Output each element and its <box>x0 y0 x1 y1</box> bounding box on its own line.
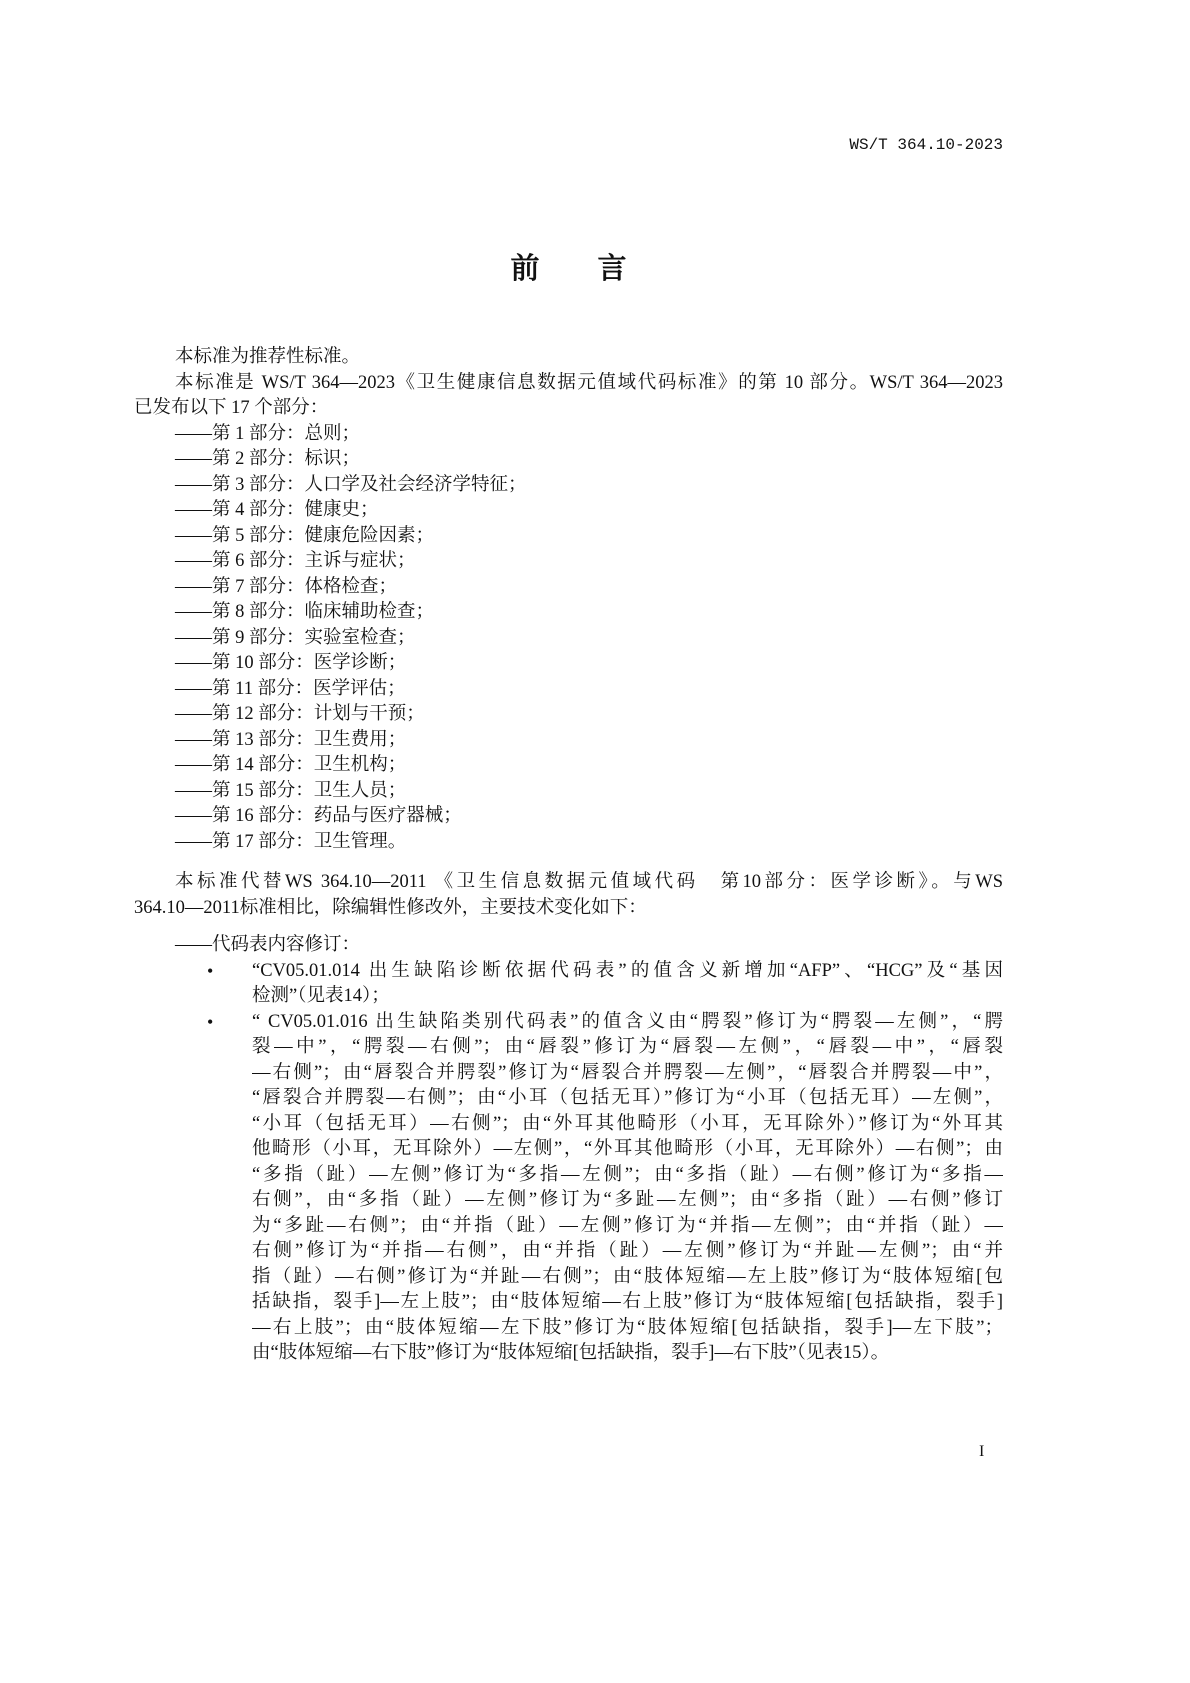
list-item: ——第 16 部分：药品与医疗器械； <box>175 806 462 826</box>
list-item: ——第 2 部分：标识； <box>175 449 361 469</box>
list-item: ——第 6 部分：主诉与症状； <box>175 551 416 571</box>
page-title: 前 言 <box>510 251 627 285</box>
paragraph-replacement <box>134 870 1003 921</box>
paragraph-part-of-line: 本标准是 WS/T 364—2023《卫生健康信息数据元值域代码标准》的第 10 部分。WS/T 364—2023 <box>175 372 1003 393</box>
bullet-line: “唇裂合并腭裂—右侧”；由“小耳（包括无耳）”修订为“小耳（包括无耳）—左侧”， <box>252 1088 1003 1108</box>
bullet-item <box>134 959 1003 1010</box>
bullet-line: “CV05.01.014 出生缺陷诊断依据代码表”的值含义新增加“AFP”、“HCG”及“基因 <box>252 960 1003 981</box>
bullet-icon: • <box>207 1011 214 1032</box>
page-number: I <box>979 1443 985 1460</box>
bullet-line: 右侧”，由“多指（趾）—左侧”修订为“多趾—左侧”；由“多指（趾）—右侧”修订 <box>252 1190 1003 1210</box>
bullet-item <box>134 1010 1003 1367</box>
list-item: ——第 17 部分：卫生管理。 <box>175 831 407 852</box>
bullet-line: 他畸形（小耳，无耳除外）—左侧”，“外耳其他畸形（小耳，无耳除外）—右侧”；由 <box>252 1139 1003 1159</box>
bullet-icon: • <box>207 960 214 981</box>
list-item: ——第 7 部分：体格检查； <box>175 576 398 597</box>
bullet-line: 右侧”修订为“并指—右侧”，由“并指（趾）—左侧”修订为“并趾—左侧”；由“并 <box>252 1241 1003 1261</box>
bullet-line: “小耳（包括无耳）—右侧”；由“外耳其他畸形（小耳，无耳除外）”修订为“外耳其 <box>252 1113 1003 1134</box>
bullet-line: 为“多趾—右侧”；由“并指（趾）—左侧”修订为“并指—左侧”；由“并指（趾）— <box>252 1215 1003 1236</box>
paragraph-part-of-line: 已发布以下 17 个部分： <box>134 398 329 418</box>
bullet-line: —右上肢”；由“肢体短缩—左下肢”修订为“肢体短缩[包括缺指，裂手]—左下肢”； <box>252 1317 1003 1338</box>
standard-code: WS/T 364.10-2023 <box>849 136 1003 154</box>
bullet-line: 括缺指，裂手]—左上肢”；由“肢体短缩—右上肢”修订为“肢体短缩[包括缺指，裂手] <box>252 1292 1003 1312</box>
list-item: ——第 13 部分：卫生费用； <box>175 729 407 750</box>
list-item: ——第 1 部分：总则； <box>175 423 361 444</box>
parts-list <box>134 422 1003 856</box>
list-item: ——第 10 部分：医学诊断； <box>175 653 407 673</box>
bullet-line: “多指（趾）—左侧”修订为“多指—左侧”；由“多指（趾）—右侧”修订为“多指— <box>252 1164 1003 1185</box>
paragraph-line: 364.10—2011标准相比，除编辑性修改外，主要技术变化如下： <box>134 897 647 918</box>
revision-heading: ——代码表内容修订： <box>175 935 361 955</box>
paragraph-recommended: 本标准为推荐性标准。 <box>175 347 361 367</box>
bullet-line: “ CV05.01.016 出生缺陷类别代码表”的值含义由“腭裂”修订为“腭裂—左侧”，“腭 <box>252 1011 1003 1032</box>
list-item: ——第 3 部分：人口学及社会经济学特征； <box>175 474 527 495</box>
list-item: ——第 12 部分：计划与干预； <box>175 704 425 724</box>
list-item: ——第 11 部分：医学评估； <box>175 678 406 699</box>
list-item: ——第 4 部分：健康史； <box>175 500 379 520</box>
list-item: ——第 14 部分：卫生机构； <box>175 755 407 775</box>
list-item: ——第 8 部分：临床辅助检查； <box>175 602 435 622</box>
list-item: ——第 15 部分：卫生人员； <box>175 780 407 801</box>
bullet-line: 由“肢体短缩—右下肢”修订为“肢体短缩[包括缺指，裂手]—右下肢”（见表15）。 <box>252 1343 890 1363</box>
bullet-line: 指（趾）—右侧”修订为“并趾—右侧”；由“肢体短缩—左上肢”修订为“肢体短缩[包 <box>252 1266 1003 1287</box>
paragraph-line: 本标准代替WS 364.10—2011 《卫生信息数据元值域代码 第10部分：医学诊断》。与WS <box>175 872 1003 892</box>
document-body <box>134 345 1003 1367</box>
list-item: ——第 5 部分：健康危险因素； <box>175 525 435 546</box>
list-item: ——第 9 部分：实验室检查； <box>175 627 416 648</box>
bullet-line: 检测”（见表14）； <box>252 986 390 1006</box>
bullet-line: 裂—中”，“腭裂—右侧”；由“唇裂”修订为“唇裂—左侧”，“唇裂—中”，“唇裂 <box>252 1037 1003 1057</box>
bullet-line: —右侧”；由“唇裂合并腭裂”修订为“唇裂合并腭裂—左侧”，“唇裂合并腭裂—中”， <box>252 1062 1003 1083</box>
